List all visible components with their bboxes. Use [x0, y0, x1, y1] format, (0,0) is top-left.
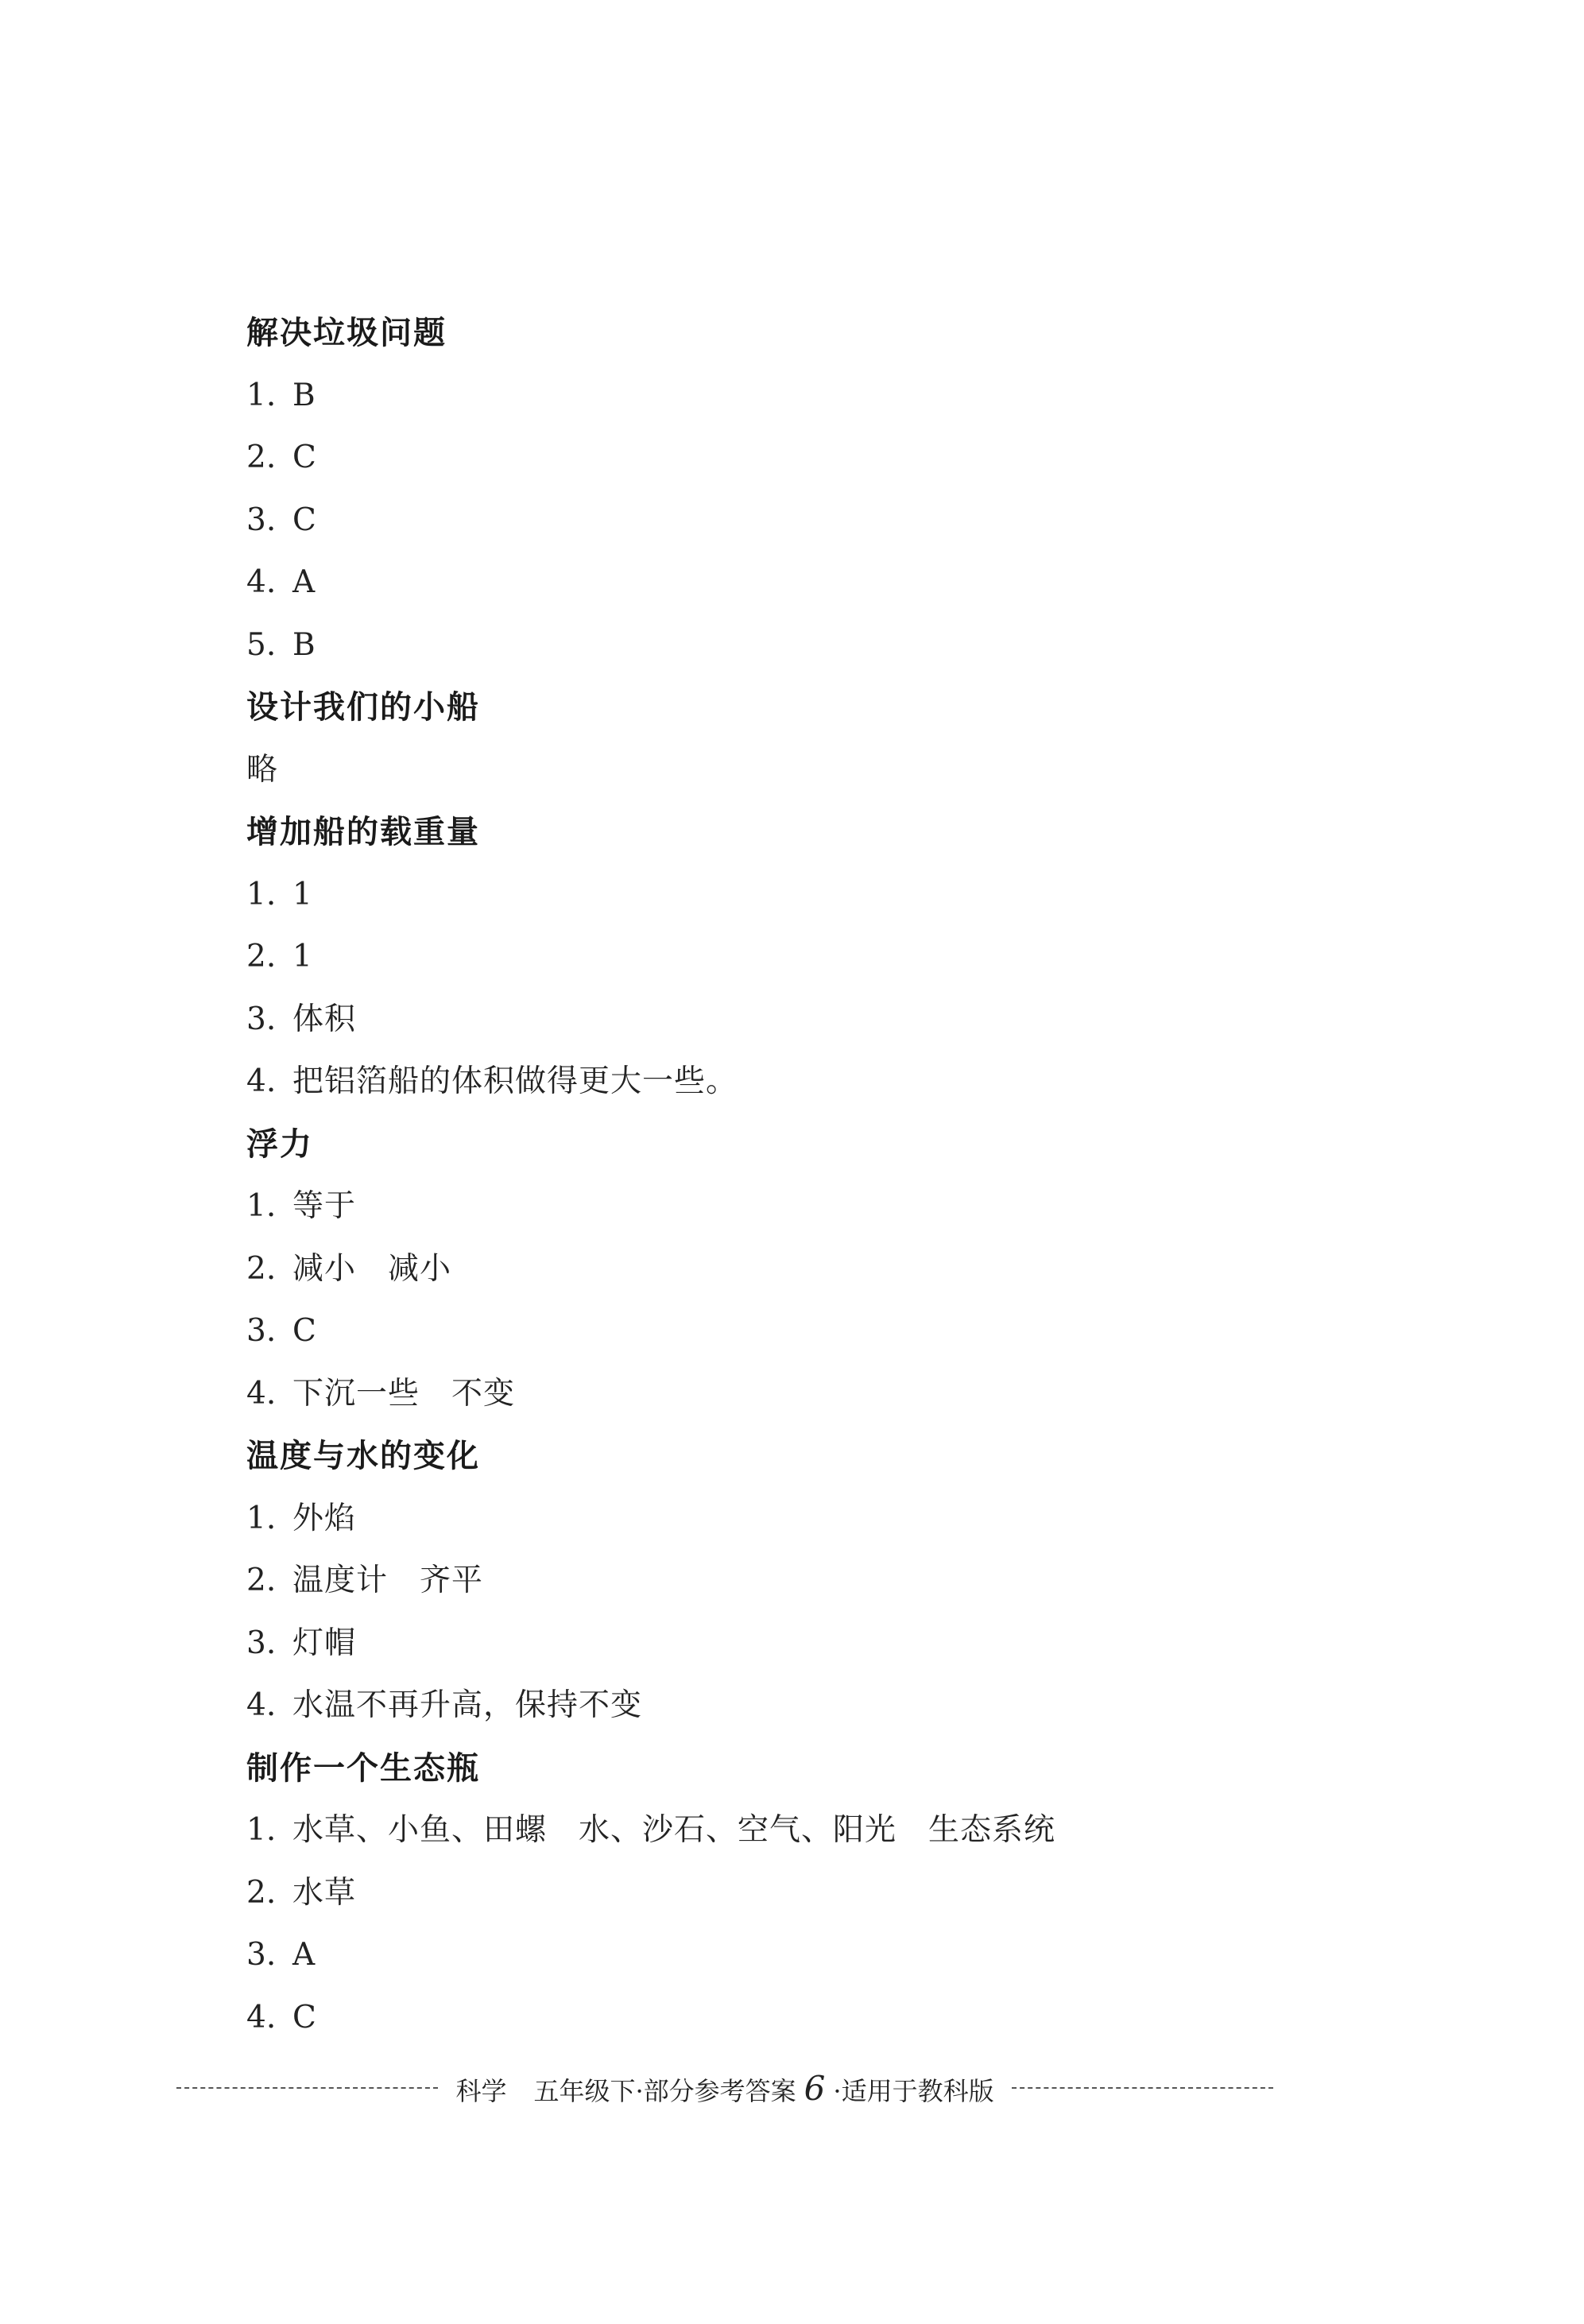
- answer-item: [246, 1862, 1359, 1925]
- item-answer: 等于: [292, 1188, 357, 1224]
- footer-dashed-rule-right: [1012, 2087, 1273, 2089]
- item-number: 1.: [246, 377, 277, 413]
- item-number: 2.: [246, 1250, 277, 1287]
- answer-section: [246, 302, 1359, 676]
- item-number: 4.: [246, 564, 277, 600]
- item-number: 2.: [246, 440, 277, 475]
- item-number: 3.: [246, 1313, 277, 1349]
- item-answer: 温度计 齐平: [292, 1563, 484, 1598]
- item-answer: A: [292, 1937, 316, 1973]
- item-answer: A: [292, 564, 316, 600]
- section-title: 解决垃圾问题: [246, 315, 447, 351]
- section-title: 增加船的载重量: [246, 814, 480, 850]
- answer-item: [246, 1300, 1359, 1363]
- item-answer: 水草、小鱼、田螺 水、沙石、空气、阳光 生态系统: [292, 1812, 1056, 1848]
- answer-item: [246, 365, 1359, 428]
- item-answer: B: [292, 626, 316, 663]
- footer-text: [438, 2069, 1011, 2108]
- item-answer: C: [292, 502, 317, 538]
- item-number: 1.: [246, 1500, 277, 1536]
- section-title: 设计我们的小船: [246, 689, 480, 726]
- item-number: 4.: [246, 1999, 277, 2035]
- item-answer: 1: [292, 876, 313, 912]
- item-number: 2.: [246, 939, 277, 974]
- footer-subject: 科学: [455, 2075, 507, 2106]
- answer-section: [246, 1114, 1359, 1426]
- item-number: 4.: [246, 1063, 277, 1099]
- answer-item: [246, 552, 1359, 614]
- answer-item: [246, 1987, 1359, 2050]
- answer-item: [246, 1051, 1359, 1114]
- answer-item: [246, 864, 1359, 927]
- item-answer: 1: [292, 939, 313, 974]
- answer-item: [246, 1675, 1359, 1737]
- item-answer: 下沉一些 不变: [292, 1375, 516, 1412]
- answer-section: [246, 676, 1359, 801]
- answer-item: [246, 1176, 1359, 1238]
- item-number: 3.: [246, 1937, 277, 1973]
- item-number: 5.: [246, 626, 277, 663]
- answer-item: [246, 989, 1359, 1052]
- item-answer: 外焰: [292, 1500, 357, 1536]
- item-answer: 减小 减小: [292, 1250, 452, 1287]
- item-number: 1.: [246, 1188, 277, 1224]
- item-answer: C: [292, 1313, 317, 1349]
- answer-item: [246, 1799, 1359, 1862]
- item-number: 2.: [246, 1563, 277, 1598]
- answer-item: [246, 1363, 1359, 1426]
- footer-grade: 五年级下·: [533, 2075, 644, 2106]
- footer-label: 部分参考答案: [643, 2075, 796, 2106]
- answer-item: [246, 1613, 1359, 1675]
- item-number: 2.: [246, 1874, 277, 1911]
- item-number: 3.: [246, 1625, 277, 1661]
- item-answer: C: [292, 440, 317, 475]
- answer-item: [246, 926, 1359, 989]
- section-title: 温度与水的变化: [246, 1438, 480, 1474]
- answer-item: [246, 1550, 1359, 1613]
- item-answer: 灯帽: [292, 1625, 357, 1661]
- item-number: 1.: [246, 876, 277, 912]
- answer-item: [246, 427, 1359, 490]
- answer-item: [246, 1238, 1359, 1301]
- item-answer: 水温不再升高，保持不变: [292, 1687, 643, 1723]
- item-answer: 略: [246, 751, 279, 788]
- answer-document: [246, 302, 1359, 2049]
- page-footer: [176, 2069, 1273, 2107]
- answer-item: [246, 1924, 1359, 1987]
- answer-item: [246, 739, 1359, 802]
- footer-page-number: 6: [804, 2068, 826, 2108]
- section-title: 制作一个生态瓶: [246, 1749, 480, 1787]
- item-number: 4.: [246, 1375, 277, 1412]
- answer-section: [246, 1425, 1359, 1737]
- answer-section: [246, 801, 1359, 1114]
- item-answer: 把铝箔船的体积做得更大一些。: [292, 1063, 738, 1099]
- item-answer: C: [292, 1999, 317, 2035]
- item-answer: B: [292, 377, 316, 413]
- answer-item: [246, 490, 1359, 552]
- item-number: 3.: [246, 1001, 277, 1037]
- section-title: 浮力: [246, 1125, 313, 1163]
- answer-item: [246, 1488, 1359, 1551]
- item-answer: 体积: [292, 1001, 357, 1037]
- item-number: 1.: [246, 1812, 277, 1848]
- footer-dashed-rule-left: [176, 2087, 438, 2089]
- answer-item: [246, 614, 1359, 677]
- item-number: 3.: [246, 502, 277, 538]
- footer-edition: ·适用于教科版: [833, 2075, 994, 2106]
- item-number: 4.: [246, 1687, 277, 1723]
- item-answer: 水草: [292, 1874, 357, 1911]
- answer-section: [246, 1737, 1359, 2050]
